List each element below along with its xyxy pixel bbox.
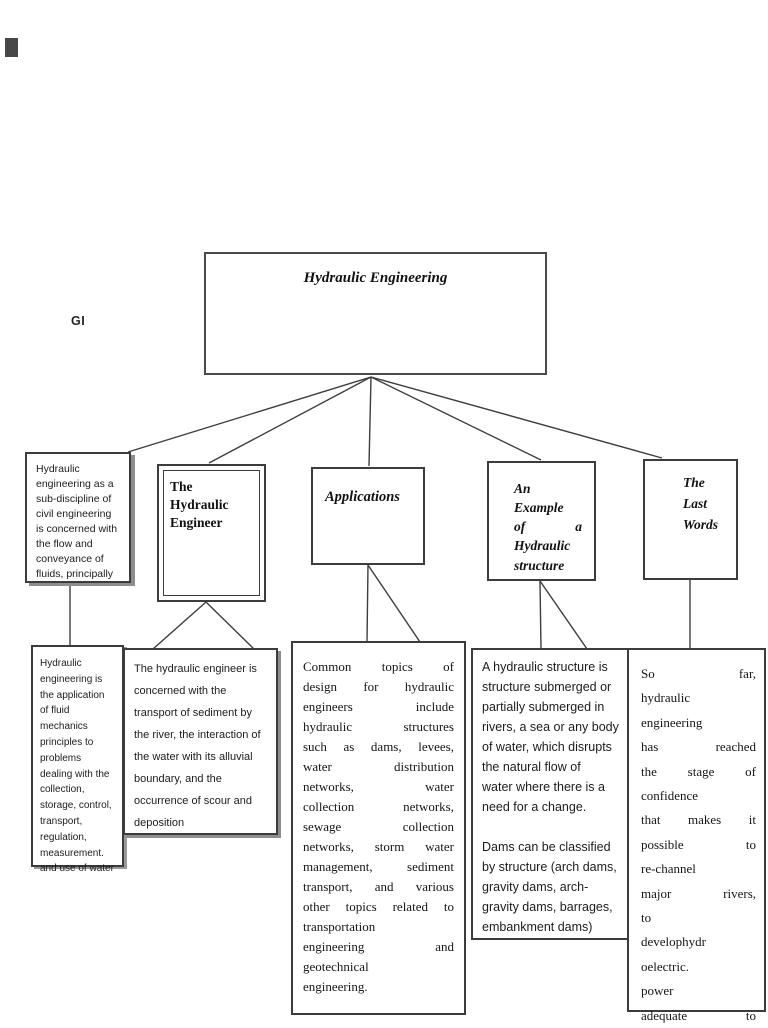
connector-line xyxy=(371,377,541,460)
connector-line xyxy=(371,377,662,458)
connector-line xyxy=(540,581,587,649)
side-label-gi: GI xyxy=(71,314,86,328)
connector-line xyxy=(540,581,541,649)
node-example-detail: A hydraulic structure is structure submerged or partially submerged in rivers, a sea or any body of water, which disrupts the natural flow of water where there is a need for a change. Dams can be classified by structure (arch dams, gravity dams, arch- gravity dams, barrages, embankment dams) xyxy=(471,648,629,940)
connector-line xyxy=(367,565,368,642)
node-root-title: Hydraulic Engineering xyxy=(303,270,448,286)
node-applications xyxy=(311,467,425,565)
node-intro: Hydraulic engineering as a sub-discipline of civil engineering is concerned with the flow and conveyance of fluids, principally xyxy=(25,452,131,583)
connector-line xyxy=(369,377,371,466)
node-last-words-detail: So far, hydraulic engineering has reached the stage of confidence that makes it possible to re-channel major rivers, to develophydr oelectric. power adequate to xyxy=(627,648,766,1012)
node-engineer-detail: The hydraulic engineer is concerned with the transport of sediment by the river, the interaction of the water with its alluvial boundary, and the occurrence of scour and deposition xyxy=(123,648,278,835)
node-root xyxy=(204,252,547,375)
node-intro-detail: Hydraulic engineering is the application of fluid mechanics principles to problems dealing with the collection, storage, control, transport, regulation, measurement. and use of water xyxy=(31,645,124,867)
connector-line xyxy=(153,602,206,649)
node-last-words: The Last Words xyxy=(643,459,738,580)
connector-line xyxy=(206,602,254,649)
node-engineer-title: The Hydraulic Engineer xyxy=(170,479,229,530)
node-applications-detail: Common topics of design for hydraulic engineers include hydraulic structures such as dams, levees, water distribution networks, water collection networks, sewage collection networks, storm water management, sediment transport, and various other topics related to transportation engineering and geotechnical engineering. xyxy=(291,641,466,1015)
node-applications-title: Applications xyxy=(325,489,400,505)
node-engineer xyxy=(157,464,266,602)
node-example: An Example of a Hydraulic structure xyxy=(487,461,596,581)
connector-line xyxy=(368,565,420,642)
